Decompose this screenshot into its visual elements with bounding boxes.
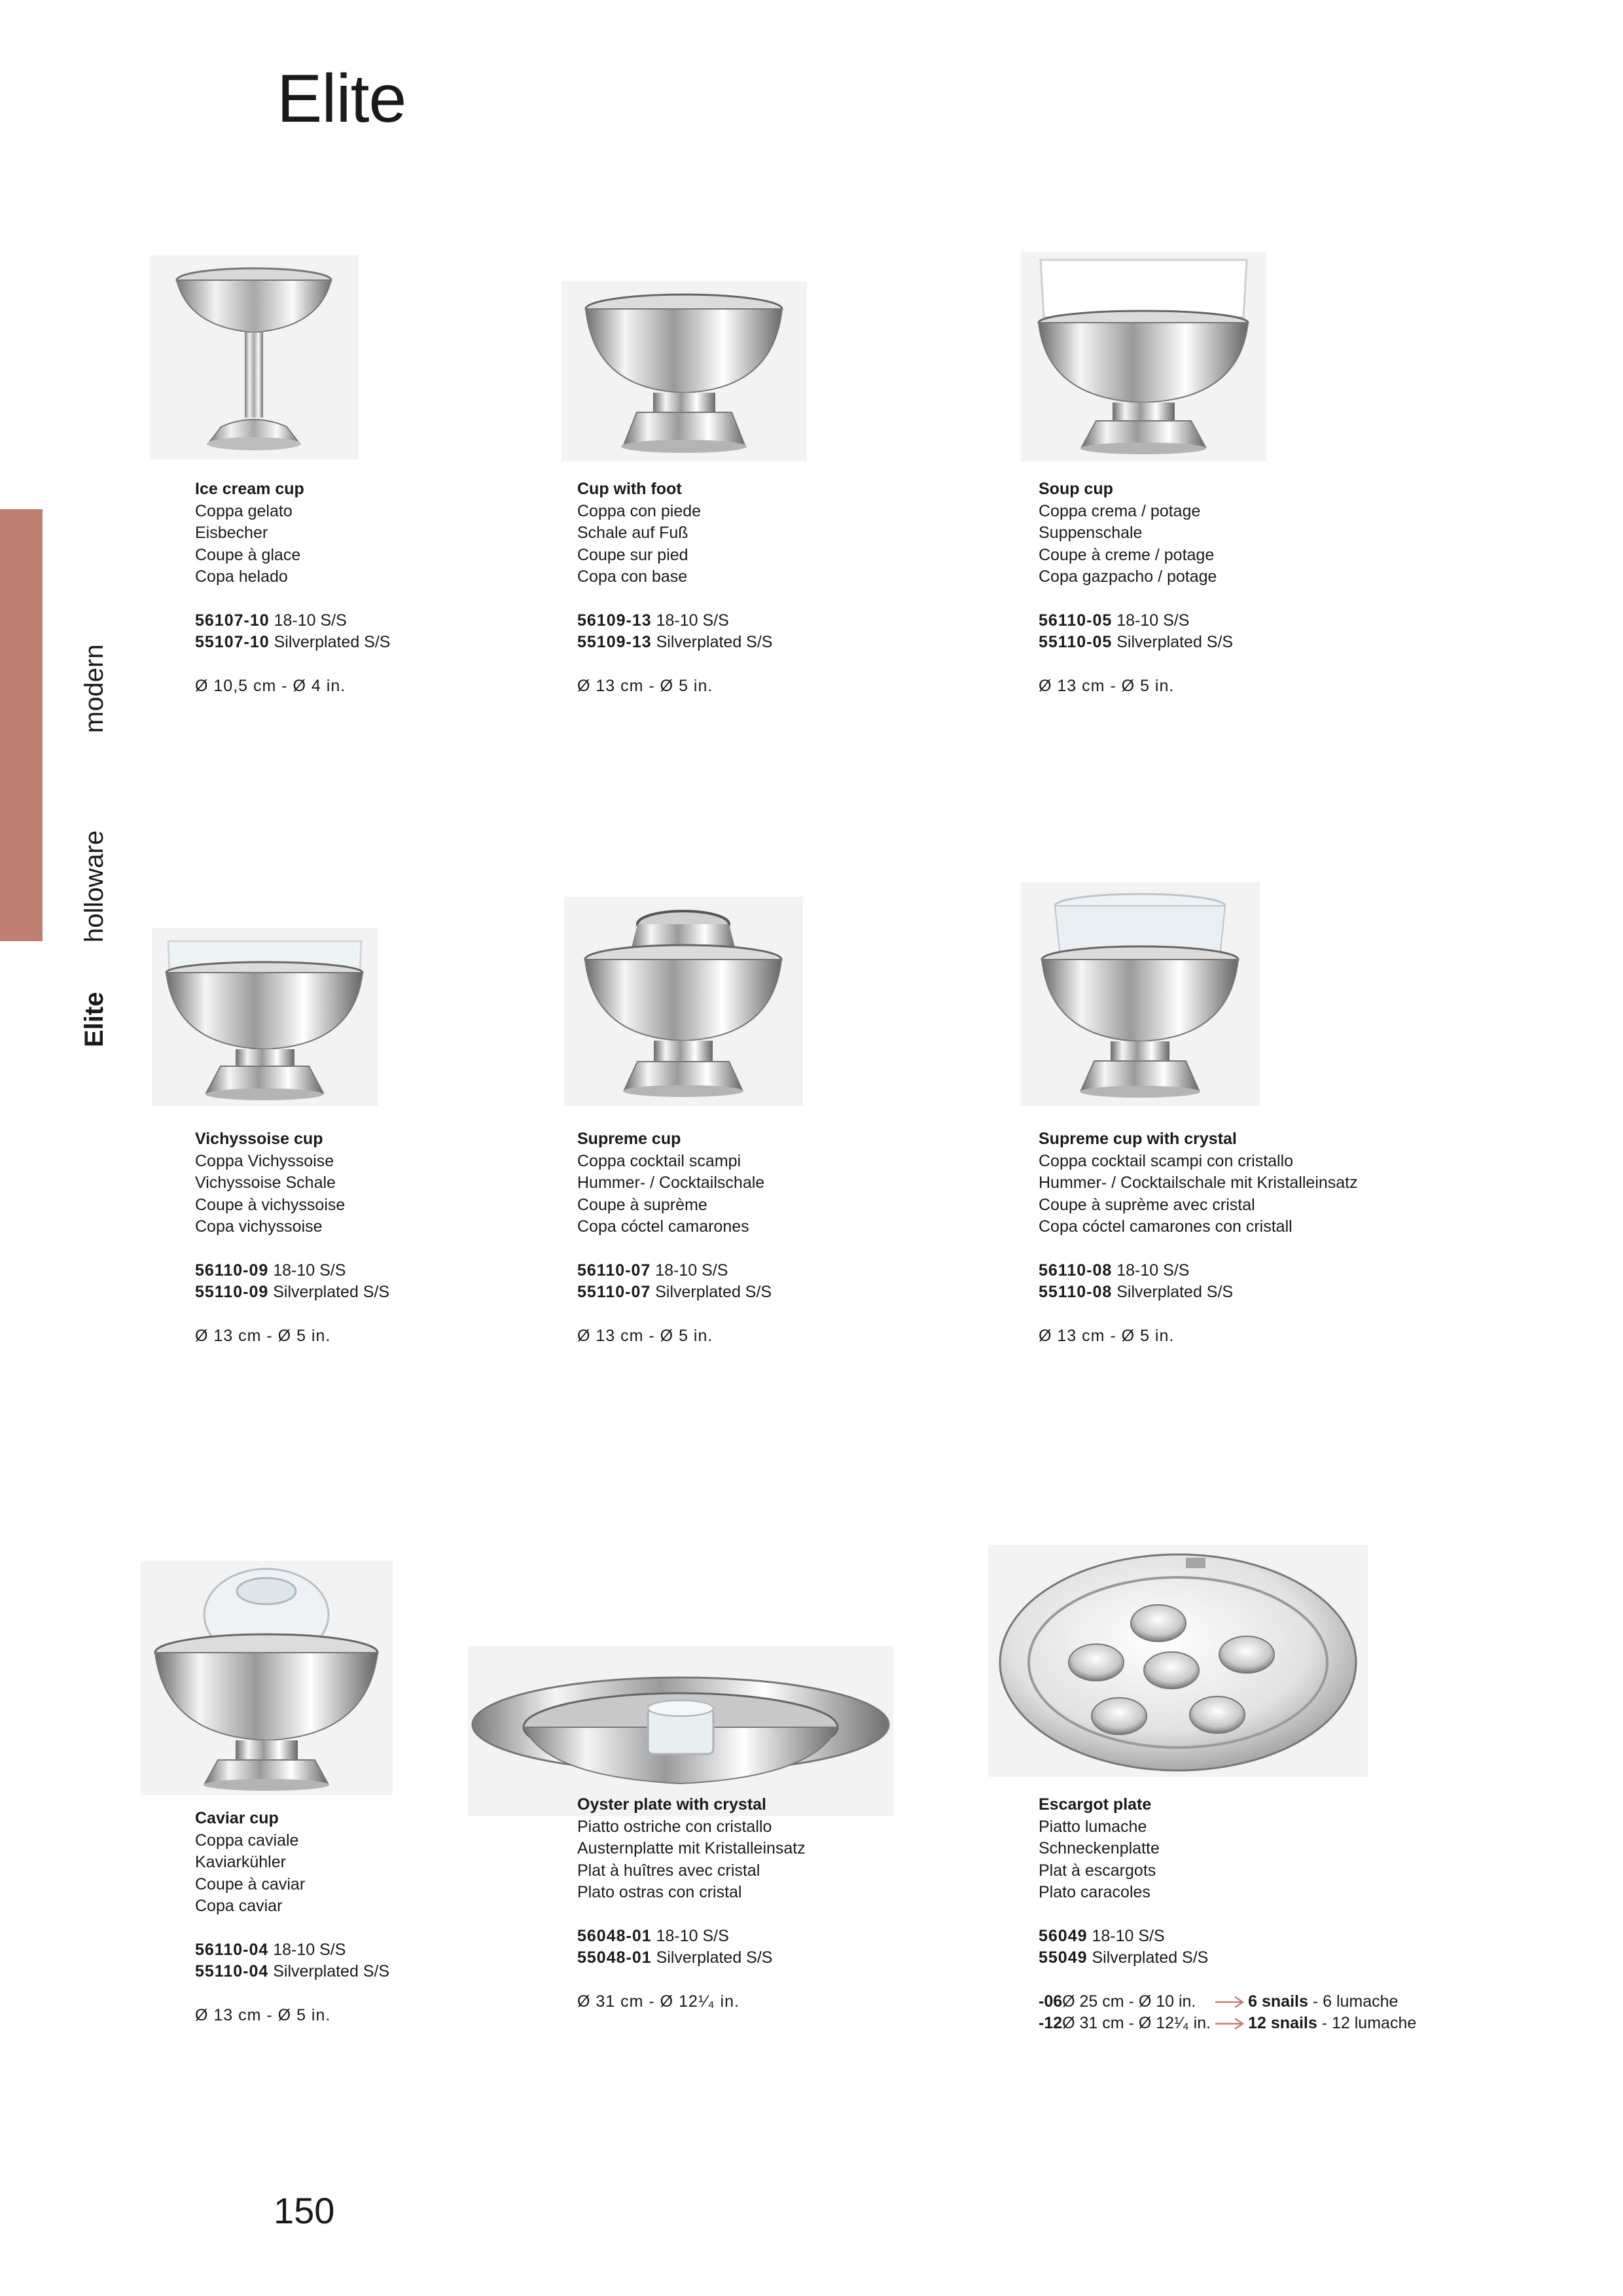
supreme-cup-photo	[564, 897, 803, 1106]
translation-it: Piatto ostriche con cristallo	[577, 1817, 772, 1836]
product-dimension: Ø 13 cm - Ø 5 in.	[1039, 1326, 1175, 1345]
translation-es: Plato caracoles	[1039, 1883, 1150, 1901]
translation-es: Copa cóctel camarones	[577, 1217, 749, 1236]
product-dimension: Ø 13 cm - Ø 5 in.	[195, 2005, 331, 2024]
code-line	[577, 632, 983, 654]
vichyssoise-cup-photo	[152, 928, 378, 1106]
article-code: 55048-01	[577, 1948, 652, 1967]
translation-es: Copa cóctel camarones con cristall	[1039, 1217, 1293, 1236]
translation-fr: Coupe à suprème avec cristal	[1039, 1195, 1255, 1214]
translation-fr: Coupe à caviar	[195, 1874, 306, 1893]
product-codes	[195, 610, 601, 654]
material: Silverplated S/S	[1087, 1948, 1209, 1967]
article-code: 56109-13	[577, 611, 652, 630]
product-codes	[195, 1939, 601, 1983]
product-name: Escargot plate	[1039, 1795, 1152, 1814]
sidebar-label-holloware: holloware	[80, 830, 109, 942]
product-codes	[577, 610, 983, 654]
translation-fr: Coupe à creme / potage	[1039, 545, 1215, 564]
article-code: 55110-07	[577, 1283, 651, 1301]
product-dimension: Ø 13 cm - Ø 5 in.	[577, 1326, 713, 1345]
size-variants	[1039, 1991, 1536, 2035]
snail-count: 6 snails	[1248, 1992, 1308, 2011]
article-code: 56049	[1039, 1926, 1088, 1945]
size-variant-row	[1039, 1991, 1536, 2013]
size-suffix: -12	[1039, 2014, 1063, 2032]
translation-de: Suppenschale	[1039, 524, 1143, 542]
snail-count-it: - 12 lumache	[1317, 2014, 1417, 2032]
arrow-right-icon	[1214, 1995, 1245, 2009]
snail-count-it: - 6 lumache	[1308, 1992, 1399, 2011]
product-name: Cup with foot	[577, 480, 682, 498]
size-dimension: Ø 25 cm - Ø 10 in.	[1062, 1992, 1196, 2011]
translation-de: Schneckenplatte	[1039, 1839, 1160, 1857]
article-code: 56110-05	[1039, 611, 1113, 630]
translation-es: Copa vichyssoise	[195, 1217, 323, 1236]
soup-cup-photo	[1021, 252, 1266, 461]
product-supreme-cup	[577, 1128, 983, 1347]
product-codes	[195, 1260, 601, 1304]
article-code: 55110-09	[195, 1283, 269, 1301]
section-color-band	[0, 509, 43, 941]
translation-it: Coppa con piede	[577, 501, 702, 520]
article-code: 55049	[1039, 1948, 1088, 1967]
material: 18-10 S/S	[651, 1261, 728, 1280]
material: 18-10 S/S	[651, 1926, 729, 1945]
product-name: Vichyssoise cup	[195, 1130, 323, 1148]
product-escargot-plate	[1039, 1794, 1536, 2035]
code-line	[1039, 1926, 1536, 1948]
material: Silverplated S/S	[269, 633, 391, 651]
translation-fr: Plat à escargots	[1039, 1861, 1156, 1880]
product-name: Soup cup	[1039, 480, 1113, 498]
code-line	[195, 1282, 601, 1304]
code-line	[1039, 610, 1444, 632]
product-name: Supreme cup	[577, 1130, 681, 1148]
translation-it: Coppa caviale	[195, 1831, 299, 1850]
code-line	[195, 610, 601, 632]
material: Silverplated S/S	[1112, 633, 1234, 651]
code-line	[577, 1947, 983, 1969]
code-line	[1039, 1282, 1444, 1304]
article-code: 56110-04	[195, 1940, 269, 1959]
code-line	[577, 610, 983, 632]
caviar-cup-photo	[141, 1561, 393, 1795]
material: 18-10 S/S	[269, 611, 347, 630]
product-codes	[1039, 610, 1444, 654]
article-code: 56110-09	[195, 1261, 269, 1280]
product-codes	[1039, 1926, 1536, 1969]
material: Silverplated S/S	[268, 1283, 390, 1301]
translation-es: Plato ostras con cristal	[577, 1883, 742, 1901]
translation-de: Austernplatte mit Kristalleinsatz	[577, 1839, 806, 1857]
material: Silverplated S/S	[268, 1962, 390, 1981]
translation-fr: Coupe à glace	[195, 545, 301, 564]
translation-de: Schale auf Fuß	[577, 524, 688, 542]
article-code: 55109-13	[577, 633, 652, 651]
code-line	[195, 1939, 601, 1962]
material: Silverplated S/S	[651, 1283, 772, 1301]
sidebar-label-elite: Elite	[80, 992, 109, 1047]
product-name: Oyster plate with crystal	[577, 1795, 767, 1814]
translation-fr: Coupe à vichyssoise	[195, 1195, 346, 1214]
article-code: 56048-01	[577, 1926, 652, 1945]
article-code: 55110-04	[195, 1962, 269, 1981]
product-ice-cream-cup	[195, 478, 601, 697]
material: Silverplated S/S	[1112, 1283, 1234, 1301]
translation-it: Coppa Vichyssoise	[195, 1151, 334, 1170]
cup-with-foot-photo	[562, 281, 807, 461]
translation-de: Hummer- / Cocktailschale mit Kristalleinsatz	[1039, 1174, 1358, 1192]
oyster-plate-photo	[468, 1646, 893, 1816]
size-variant-row	[1039, 2013, 1536, 2035]
article-code: 55110-08	[1039, 1283, 1113, 1301]
product-dimension: Ø 31 cm - Ø 12¹⁄₄ in.	[577, 1992, 740, 2011]
page-number: 150	[274, 2190, 335, 2231]
size-dimension: Ø 31 cm - Ø 12¹⁄₄ in.	[1062, 2014, 1211, 2032]
article-code: 56110-07	[577, 1261, 651, 1280]
code-line	[577, 1282, 983, 1304]
product-codes	[577, 1926, 983, 1969]
code-line	[1039, 1947, 1536, 1969]
translation-fr: Plat à huîtres avec cristal	[577, 1861, 760, 1880]
code-line	[195, 1260, 601, 1282]
product-caviar-cup	[195, 1808, 601, 2026]
translation-es: Copa con base	[577, 567, 688, 586]
article-code: 56110-08	[1039, 1261, 1113, 1280]
product-dimension: Ø 13 cm - Ø 5 in.	[577, 676, 713, 695]
translation-es: Copa helado	[195, 567, 288, 586]
sidebar-label-modern: modern	[80, 644, 109, 733]
material: 18-10 S/S	[1112, 1261, 1190, 1280]
translation-de: Vichyssoise Schale	[195, 1174, 336, 1192]
page-title: Elite	[277, 61, 406, 137]
article-code: 55110-05	[1039, 633, 1113, 651]
code-line	[577, 1926, 983, 1948]
material: 18-10 S/S	[268, 1261, 346, 1280]
snail-count: 12 snails	[1248, 2014, 1317, 2032]
translation-fr: Coupe à suprème	[577, 1195, 707, 1214]
code-line	[195, 1961, 601, 1983]
product-dimension: Ø 10,5 cm - Ø 4 in.	[195, 676, 346, 695]
product-codes	[577, 1260, 983, 1304]
material: 18-10 S/S	[1087, 1926, 1165, 1945]
translation-it: Coppa cocktail scampi	[577, 1151, 741, 1170]
code-line	[1039, 1260, 1444, 1282]
product-name: Supreme cup with crystal	[1039, 1130, 1237, 1148]
product-cup-with-foot	[577, 478, 983, 697]
product-soup-cup	[1039, 478, 1444, 697]
ice-cream-cup-photo	[149, 255, 359, 459]
product-vichyssoise-cup	[195, 1128, 601, 1347]
code-line	[195, 632, 601, 654]
product-supreme-cup-with-crystal	[1039, 1128, 1444, 1347]
translation-it: Coppa crema / potage	[1039, 501, 1201, 520]
material: Silverplated S/S	[651, 1948, 773, 1967]
product-oyster-plate	[577, 1794, 983, 2013]
translation-de: Eisbecher	[195, 524, 268, 542]
translation-de: Hummer- / Cocktailschale	[577, 1174, 765, 1192]
product-codes	[1039, 1260, 1444, 1304]
product-name: Caviar cup	[195, 1809, 279, 1827]
code-line	[577, 1260, 983, 1282]
escargot-plate-photo	[988, 1545, 1368, 1777]
product-dimension: Ø 13 cm - Ø 5 in.	[1039, 676, 1175, 695]
translation-it: Coppa cocktail scampi con cristallo	[1039, 1151, 1294, 1170]
material: Silverplated S/S	[651, 633, 773, 651]
translation-it: Piatto lumache	[1039, 1817, 1147, 1836]
supreme-cup-with-crystal-photo	[1021, 882, 1260, 1106]
article-code: 55107-10	[195, 633, 270, 651]
translation-es: Copa caviar	[195, 1897, 283, 1915]
code-line	[1039, 632, 1444, 654]
material: 18-10 S/S	[268, 1940, 346, 1959]
material: 18-10 S/S	[1112, 611, 1190, 630]
material: 18-10 S/S	[651, 611, 729, 630]
size-suffix: -06	[1039, 1992, 1063, 2011]
article-code: 56107-10	[195, 611, 270, 630]
translation-fr: Coupe sur pied	[577, 545, 688, 564]
arrow-right-icon	[1214, 2017, 1245, 2031]
translation-es: Copa gazpacho / potage	[1039, 567, 1217, 586]
translation-de: Kaviarkühler	[195, 1853, 286, 1871]
product-dimension: Ø 13 cm - Ø 5 in.	[195, 1326, 331, 1345]
translation-it: Coppa gelato	[195, 501, 293, 520]
product-name: Ice cream cup	[195, 480, 304, 498]
